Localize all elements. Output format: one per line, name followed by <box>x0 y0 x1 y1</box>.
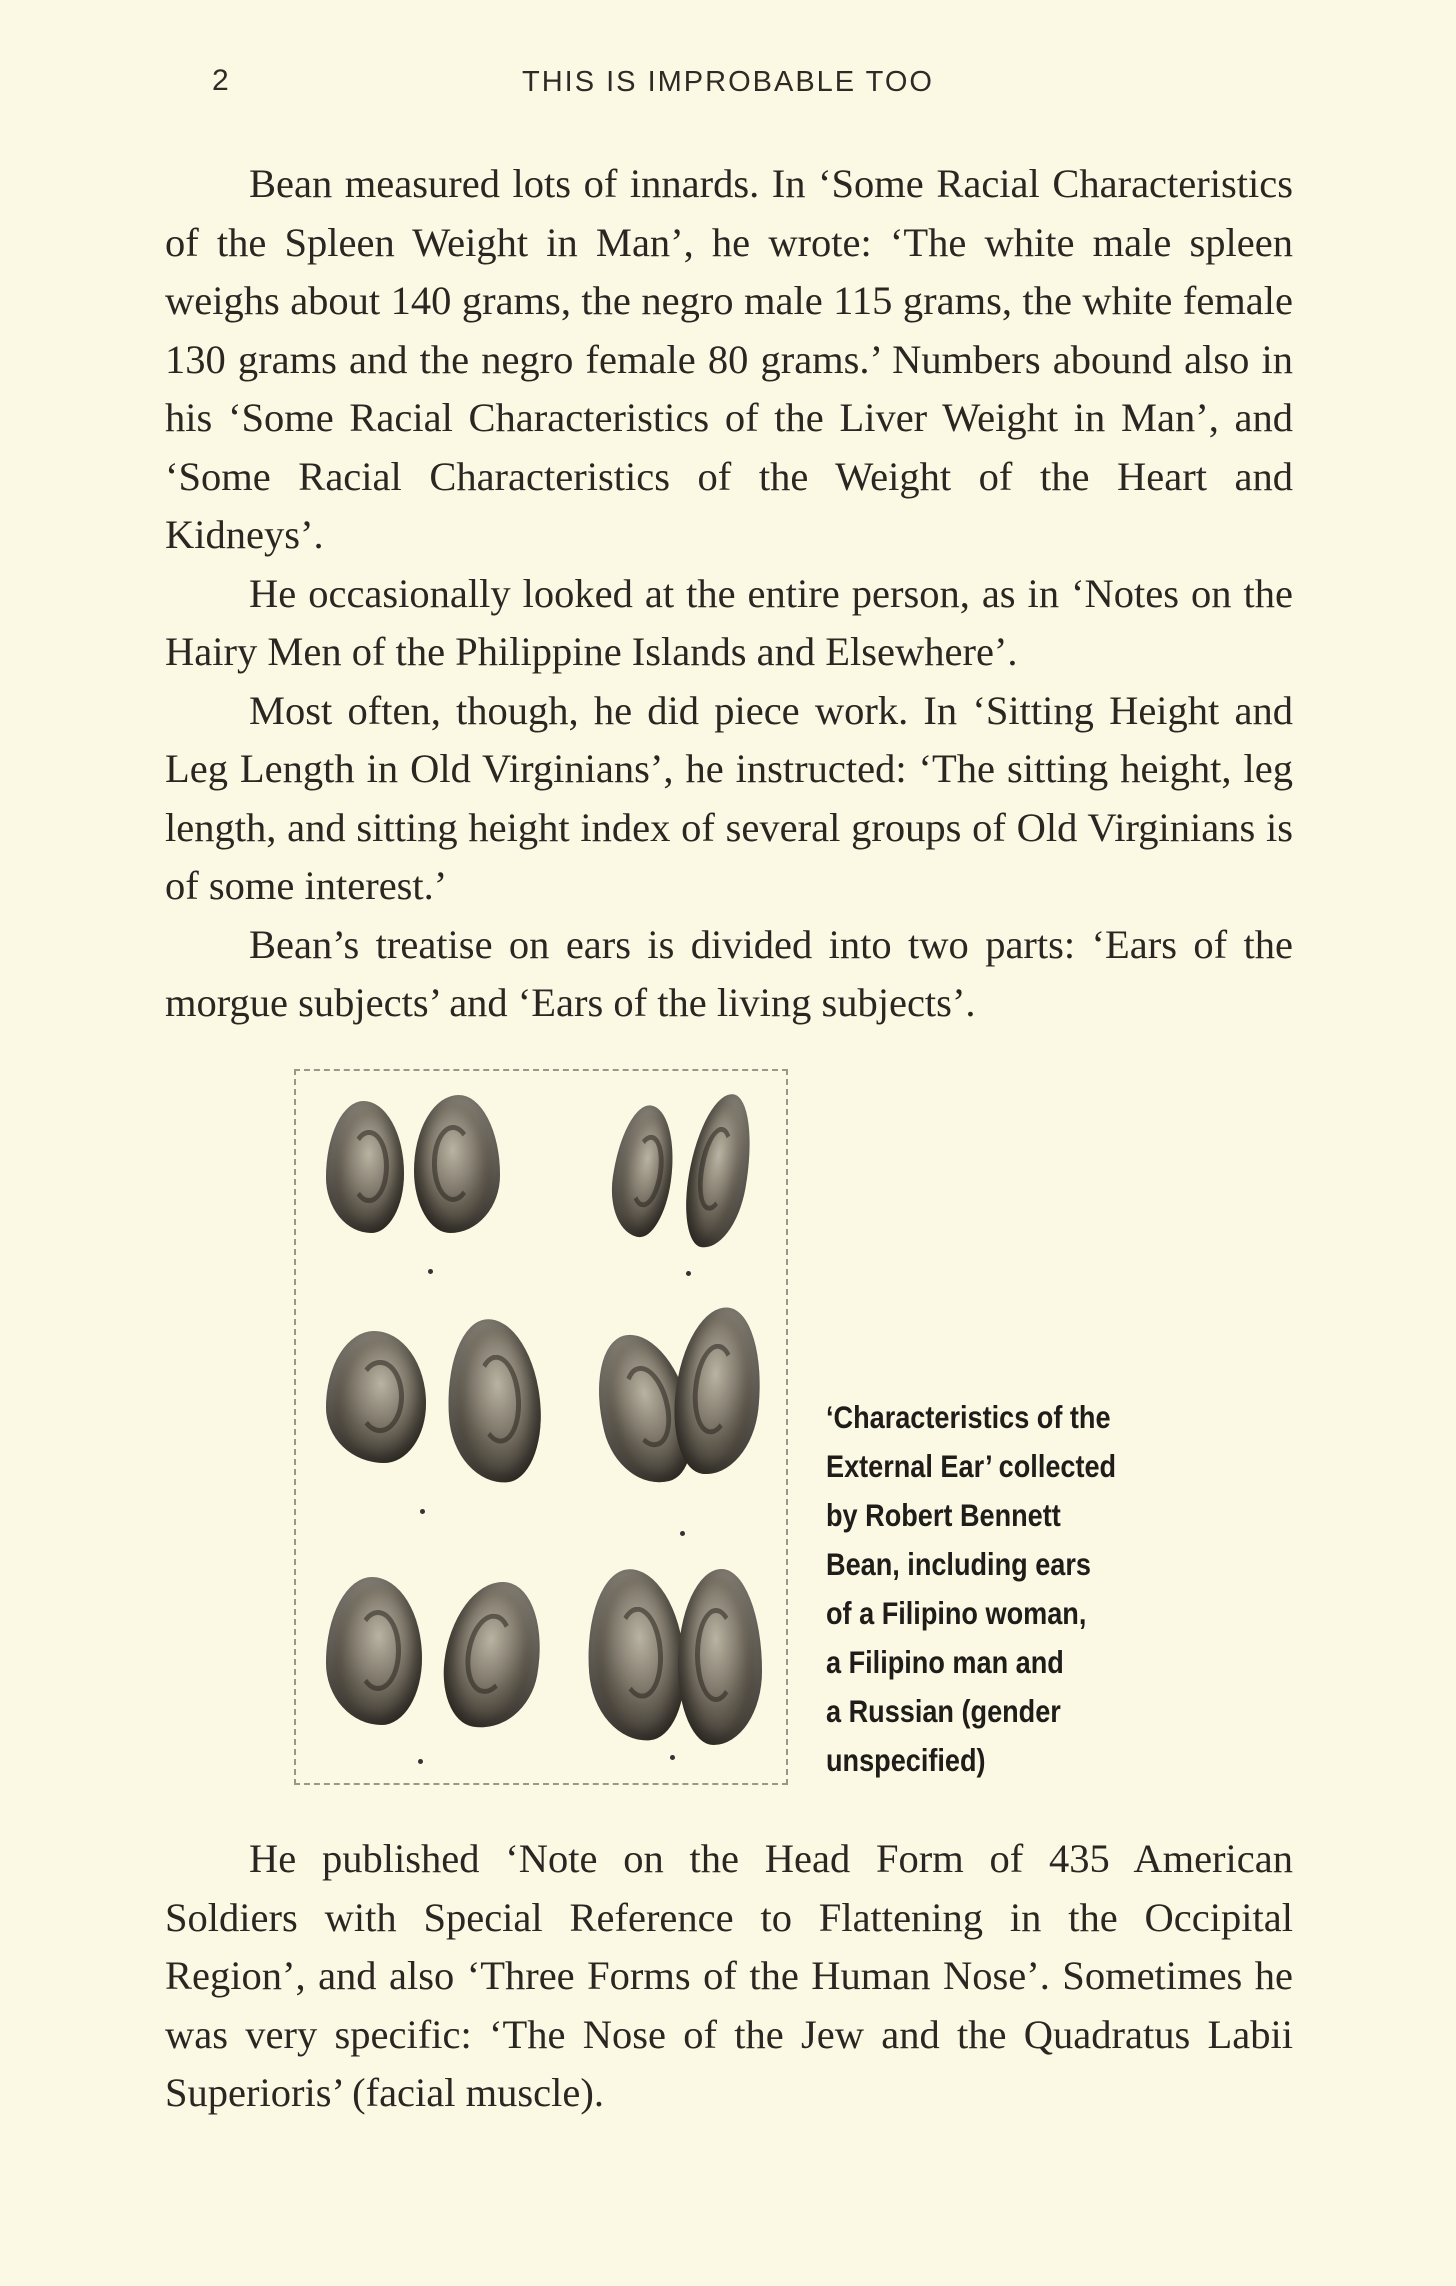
figure-marker-dot <box>670 1755 675 1760</box>
ear-illustration <box>434 1574 552 1736</box>
caption-line: a Filipino man and <box>826 1644 1064 1680</box>
figure-marker-dot <box>686 1271 691 1276</box>
ear-illustration <box>326 1331 426 1463</box>
ear-illustration <box>326 1577 422 1725</box>
ear-illustration <box>442 1316 545 1486</box>
ear-illustration <box>605 1102 681 1241</box>
body-text-bottom <box>165 1830 1293 2123</box>
caption-line: unspecified) <box>826 1742 986 1778</box>
paragraph-innards: Bean measured lots of innards. In ‘Some Racial Characteristics of the Spleen Weight in Man’, he wrote: ‘The white male spleen weighs about 140 grams, the negro male 115 grams, the white female 130 grams and the negro female 80 grams.’ Numbers abound also in his ‘Some Racial Characteristics of the Liver Weight in Man’, and ‘Some Racial Characteristics of the Weight of the Heart and Kidneys’. <box>165 161 1293 557</box>
running-title: THIS IS IMPROBABLE TOO <box>522 66 934 98</box>
ear-illustration <box>677 1089 761 1253</box>
caption-line: a Russian (gender <box>826 1693 1061 1729</box>
paragraph-piece-work: Most often, though, he did piece work. In ‘Sitting Height and Leg Length in Old Virginians’, he instructed: ‘The sitting height, leg length, and sitting height index of several groups of Old Virginians is of some interest.’ <box>165 687 1293 908</box>
ear-illustration <box>678 1569 762 1745</box>
caption-line: by Robert Bennett <box>826 1497 1061 1533</box>
paragraph-ears: Bean’s treatise on ears is divided into two parts: ‘Ears of the morgue subjects’ and ‘Ears of the living subjects’. <box>165 921 1293 1025</box>
figure-marker-dot <box>428 1269 433 1274</box>
ear-illustration <box>667 1303 768 1479</box>
body-text-top <box>165 155 1293 1033</box>
ear-figure <box>294 1069 788 1785</box>
ear-illustration <box>414 1095 500 1233</box>
figure-marker-dot <box>680 1531 685 1536</box>
paragraph-head-form: He published ‘Note on the Head Form of 435 American Soldiers with Special Reference to Flattening in the Occipital Region’, and also ‘Three Forms of the Human Nose’. Sometimes he was very specific: ‘The Nose of the Jew and the Quadratus Labii Superioris’ (facial muscle). <box>165 1836 1293 2115</box>
figure-marker-dot <box>418 1759 423 1764</box>
caption-line: ‘Characteristics of the <box>826 1399 1111 1435</box>
figure-caption <box>826 1393 1144 1785</box>
caption-line: of a Filipino woman, <box>826 1595 1087 1631</box>
caption-line: Bean, including ears <box>826 1546 1091 1582</box>
ear-illustration <box>582 1566 690 1744</box>
caption-line: External Ear’ collected <box>826 1448 1117 1484</box>
paragraph-hairy-men: He occasionally looked at the entire person, as in ‘Notes on the Hairy Men of the Philippine Islands and Elsewhere’. <box>165 570 1293 674</box>
page-number: 2 <box>212 64 229 97</box>
figure-marker-dot <box>420 1509 425 1514</box>
ear-illustration <box>326 1101 404 1233</box>
